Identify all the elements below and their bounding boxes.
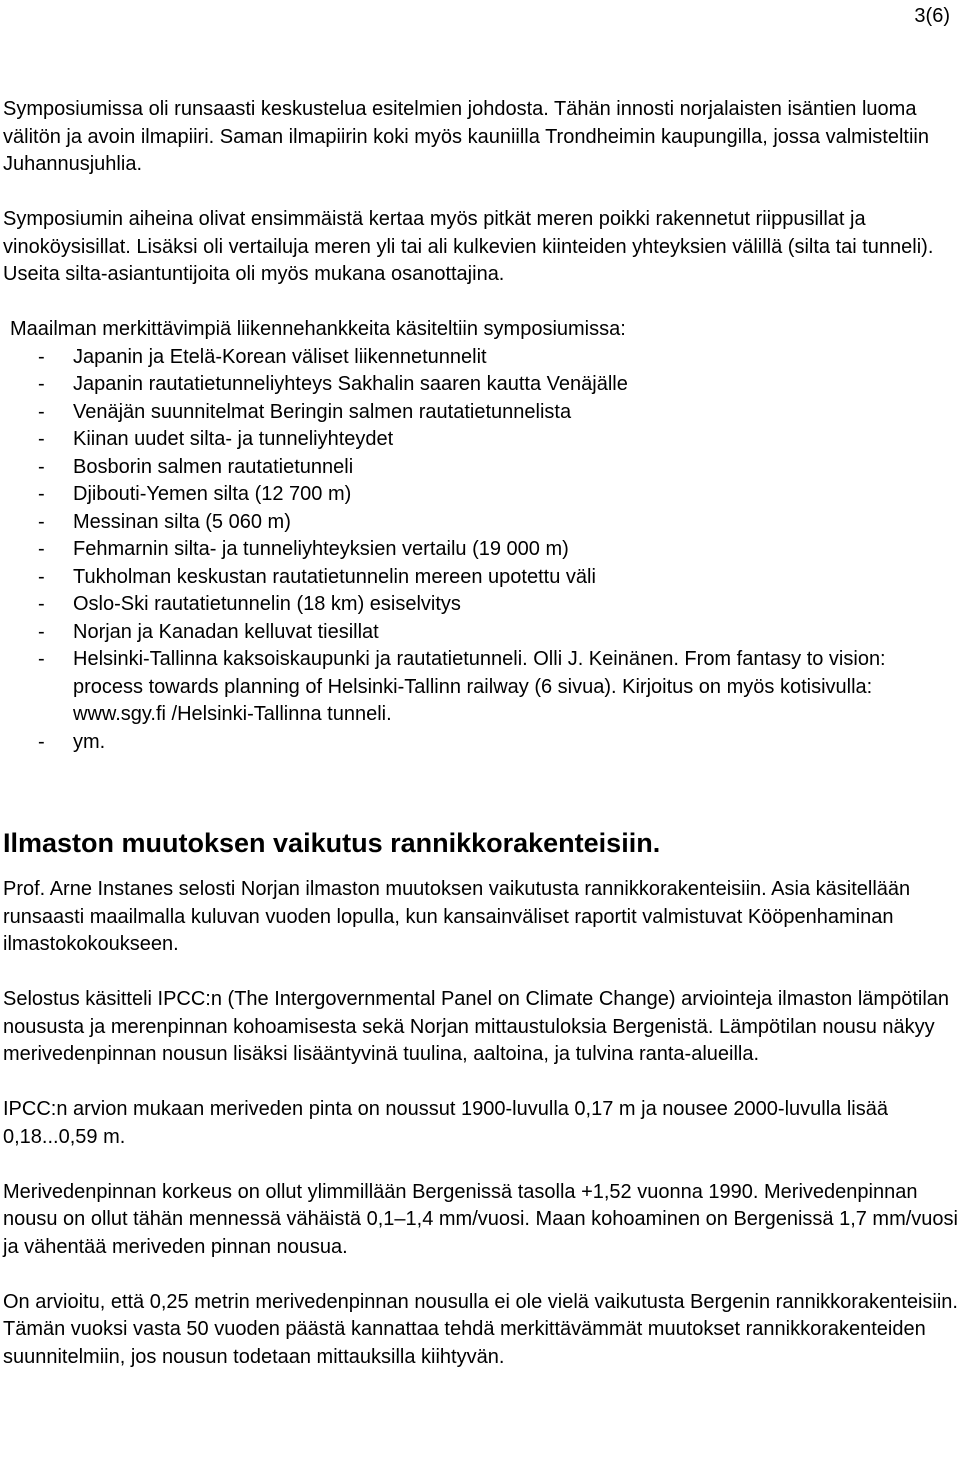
list-item [3,619,958,647]
list-item-text: Messinan silta (5 060 m) [73,510,291,533]
list-item-text: Tukholman keskustan rautatietunnelin mereen upotettu väli [73,565,596,588]
list-item-text: Helsinki-Tallinna kaksoiskaupunki ja rautatietunneli. Olli J. Keinänen. From fantasy to vision: process towards planning of Helsinki-Tallinn railway (6 sivua). Kirjoitus on myös kotisivulla: www.sgy.fi /Helsinki-Tallinna tunneli. [73,648,886,725]
list-item-text: Djibouti-Yemen silta (12 700 m) [73,483,352,505]
list-dash: - [38,373,45,395]
projects-list [3,344,958,757]
list-item [3,371,958,399]
list-item [3,564,958,592]
list-dash: - [38,730,45,753]
list-item-text: Oslo-Ski rautatietunnelin (18 km) esiselvitys [73,593,461,615]
list-item-text: Kiinan uudet silta- ja tunneliyhteydet [73,428,394,450]
list-item [3,426,958,454]
list-dash: - [38,510,45,533]
list-item [3,536,958,564]
list-item-text: Norjan ja Kanadan kelluvat tiesillat [73,620,379,643]
list-item-text: Japanin ja Etelä-Korean väliset liikennetunnelit [73,345,487,368]
list-dash: - [38,400,45,423]
section-heading: Ilmaston muutoksen vaikutus rannikkorakenteisiin. [3,828,661,858]
intro-paragraph-1: Symposiumissa oli runsaasti keskustelua esitelmien johdosta. Tähän innosti norjalaisten isäntien luoma välitön ja avoin ilmapiiri. Saman ilmapiirin koki myös kauniilla Trondheimin kaupungilla, jossa valmisteltiin Juhannusjuhlia. [3,98,929,175]
climate-paragraph-1: Prof. Arne Instanes selosti Norjan ilmaston muutoksen vaikutusta rannikkorakenteisiin. Asia käsitellään runsaasti maailmalla kuluvan vuoden lopulla, kun kansainväliset raportit valmistuvat Kööpenhaminan ilmastokokoukseen. [3,878,911,955]
list-dash: - [38,565,45,588]
list-item-text: Venäjän suunnitelmat Beringin salmen rautatietunnelista [73,400,572,423]
page-number: 3(6) [914,5,950,27]
list-dash: - [38,428,45,450]
list-dash: - [38,455,45,478]
list-item [3,454,958,482]
list-dash: - [38,648,45,670]
climate-paragraph-4: Merivedenpinnan korkeus on ollut ylimmillään Bergenissä tasolla +1,52 vuonna 1990. Merivedenpinnan nousu on ollut tähän mennessä vähäistä 0,1–1,4 mm/vuosi. Maan kohoaminen on Bergenissä 1,7 mm/vuosi ja vähentää meriveden pinnan nousua. [3,1180,958,1258]
list-item-text: ym. [73,730,106,753]
climate-paragraph-5: On arvioitu, että 0,25 metrin merivedenpinnan nousulla ei ole vielä vaikutusta Bergenin rannikkorakenteisiin. Tämän vuoksi vasta 50 vuoden päästä kannattaa tehdä merkittävämmät muutokset rannikkorakenteiden suunnitelmiin, jos nousun todetaan mittauksilla kiihtyvän. [3,1290,958,1368]
list-dash: - [38,620,45,643]
list-dash: - [38,538,45,560]
climate-paragraph-3: IPCC:n arvion mukaan meriveden pinta on noussut 1900-luvulla 0,17 m ja nousee 2000-luvulla lisää 0,18...0,59 m. [3,1098,888,1148]
list-item [3,509,958,537]
list-item [3,591,958,619]
document-body [3,96,958,1371]
intro-paragraph-2: Symposiumin aiheina olivat ensimmäistä kertaa myös pitkät meren poikki rakennetut riippusillat ja vinoköysisillat. Lisäksi oli vertailuja meren yli tai ali kulkevien kiinteiden yhteyksien välillä (silta tai tunneli). Useita silta-asiantuntijoita oli myös mukana osanottajina. [3,208,934,285]
list-item [3,344,958,372]
list-item-text: Bosborin salmen rautatietunneli [73,455,354,478]
list-item [3,399,958,427]
list-dash: - [38,593,45,615]
list-item [3,729,958,757]
list-item [3,646,958,729]
climate-paragraph-2: Selostus käsitteli IPCC:n (The Intergovernmental Panel on Climate Change) arviointeja ilmaston lämpötilan noususta ja merenpinnan kohoamisesta sekä Norjan mittaustuloksia Bergenistä. Lämpötilan nousu näkyy merivedenpinnan nousun lisäksi lisääntyvinä tuulina, aaltoina, ja tulvina ranta-alueilla. [3,988,950,1065]
projects-intro: Maailman merkittävimpiä liikennehankkeita käsiteltiin symposiumissa: [10,318,626,340]
list-item-text: Japanin rautatietunneliyhteys Sakhalin saaren kautta Venäjälle [73,373,628,395]
list-item [3,481,958,509]
list-item-text: Fehmarnin silta- ja tunneliyhteyksien vertailu (19 000 m) [73,538,569,560]
list-dash: - [38,345,45,368]
list-dash: - [38,483,45,505]
